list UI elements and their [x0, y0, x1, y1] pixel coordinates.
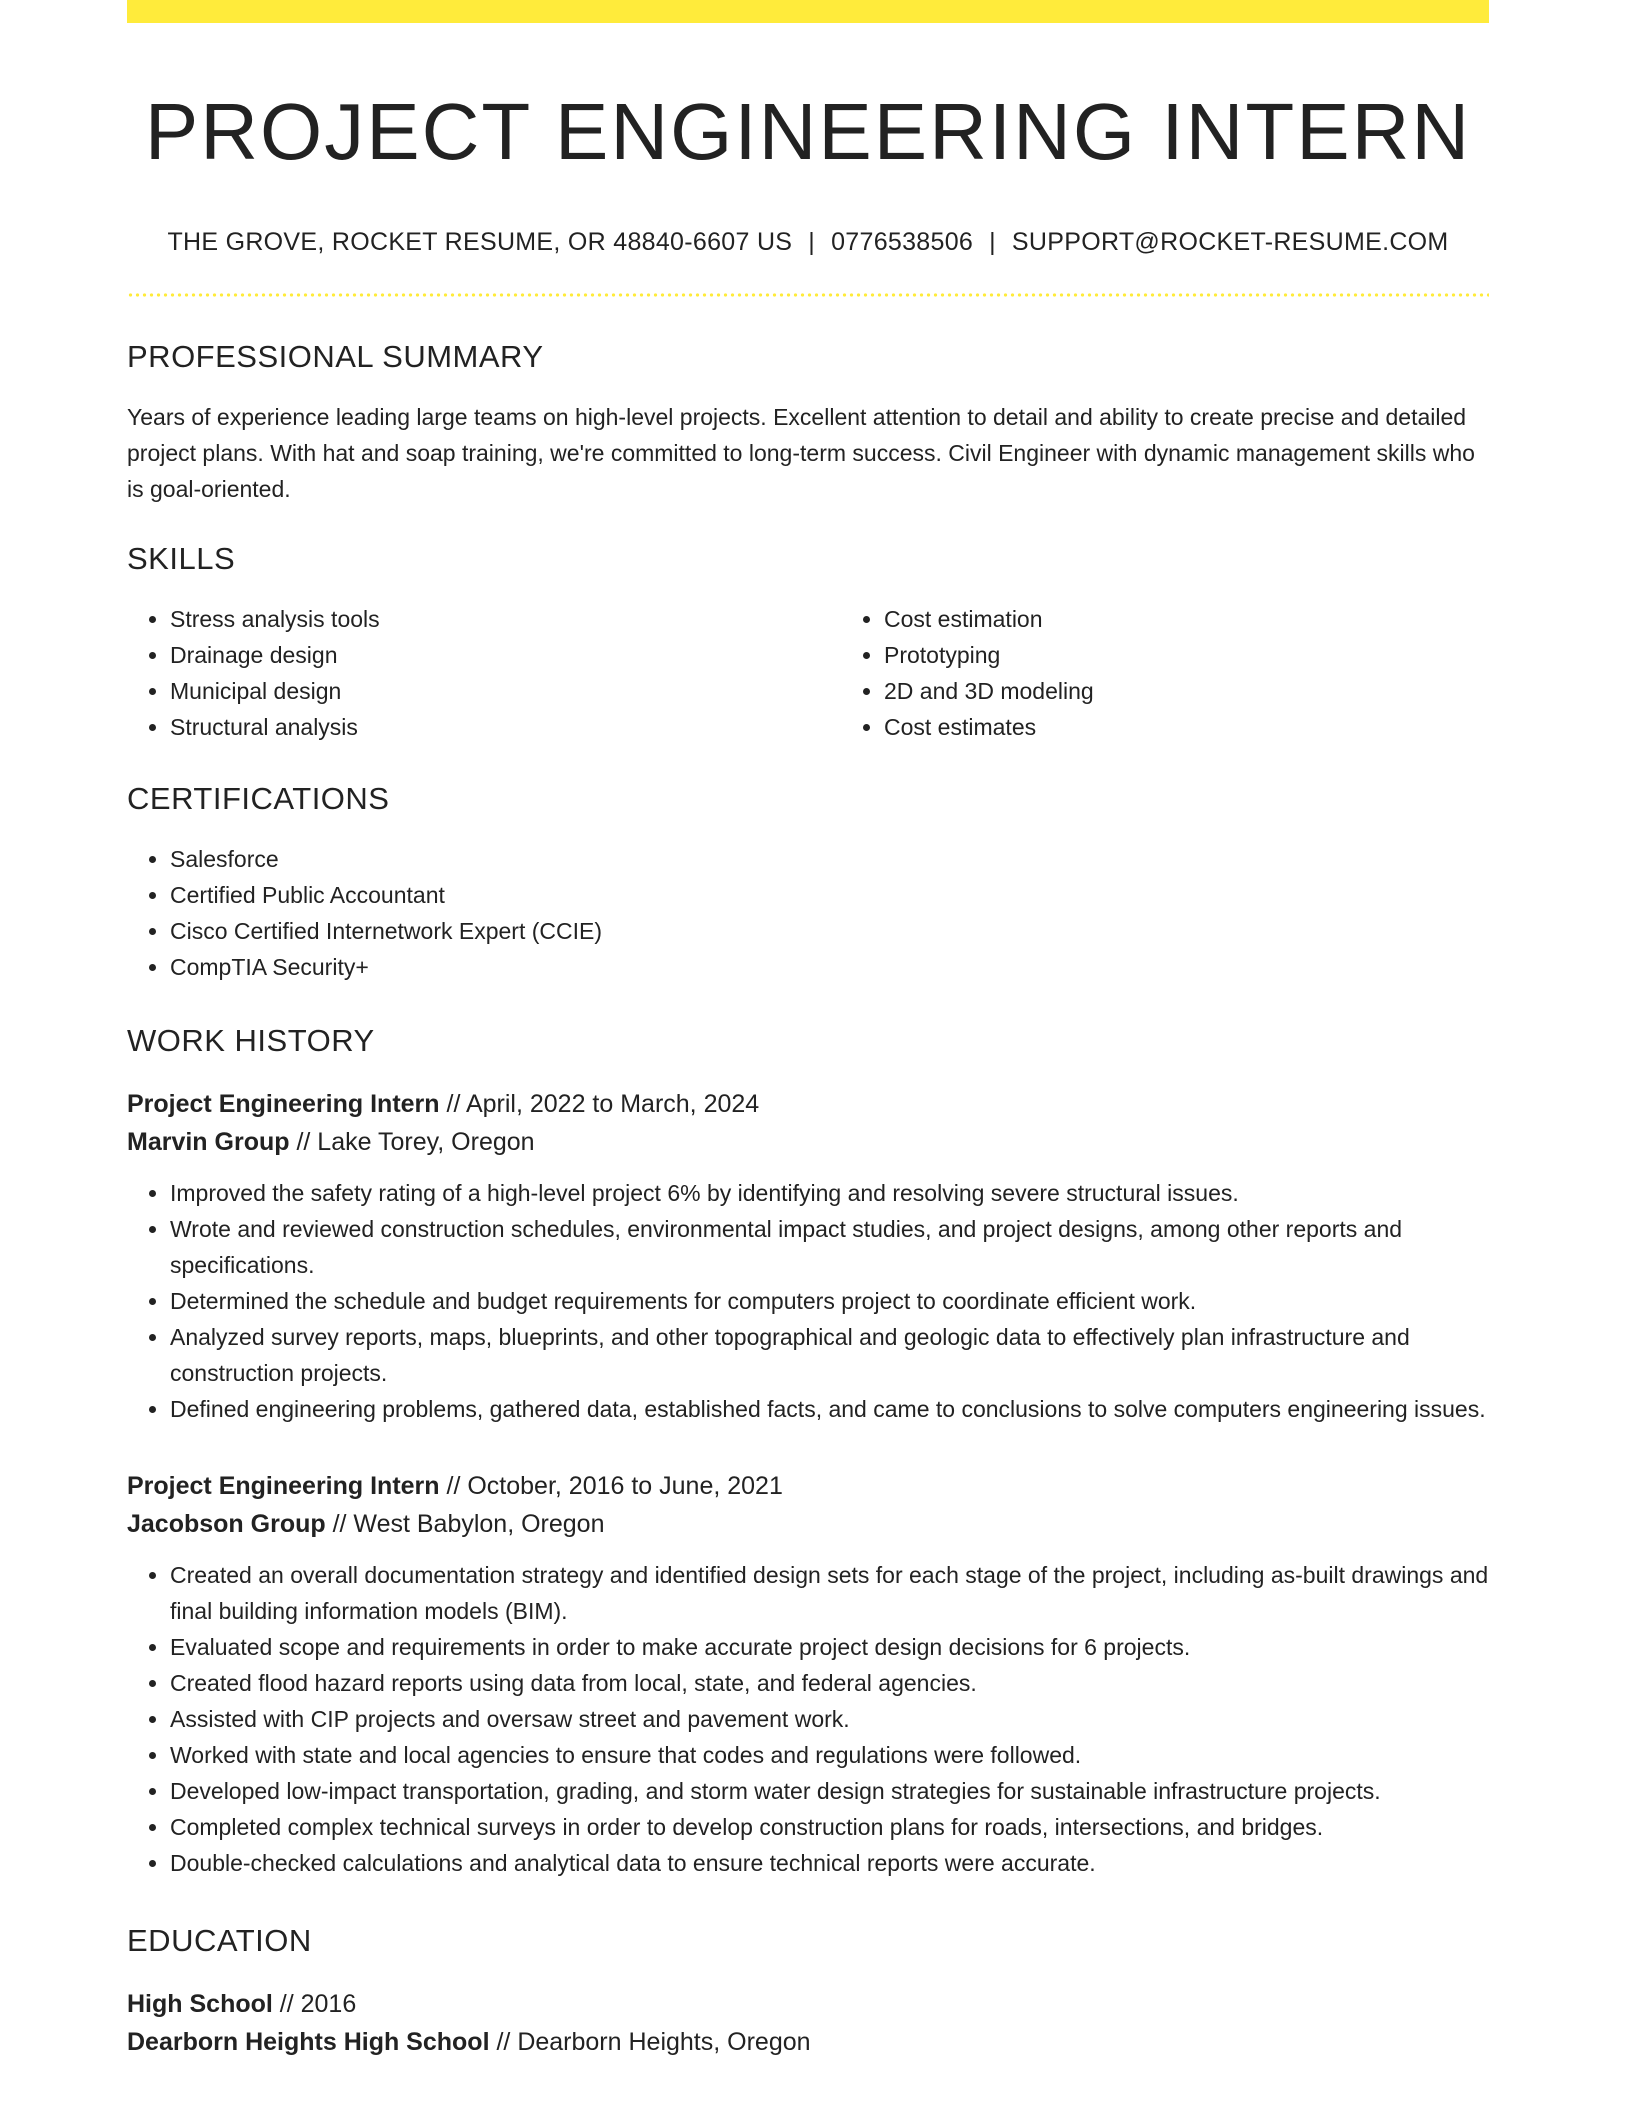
summary-text: Years of experience leading large teams on high-level projects. Excellent attention to detail and ability to create precise and detailed project plans. With hat and soap training, we're committed to long-term success. Civil Engineer with dynamic management skills who is goal-oriented.: [127, 404, 1475, 502]
job-bullets: [127, 1557, 1489, 1881]
job-dates: // October, 2016 to June, 2021: [439, 1472, 783, 1500]
education-school: Dearborn Heights High School: [127, 2028, 490, 2056]
resume-page: [127, 0, 1489, 2061]
job-bullet: • Evaluated scope and requirements in order to make accurate project design decisions for 6 projects.: [170, 1629, 1489, 1665]
education-entry: [127, 1985, 1489, 2061]
job-title: Project Engineering Intern: [127, 1472, 440, 1500]
job-bullet: • Completed complex technical surveys in order to develop construction plans for roads, intersections, and bridges.: [170, 1809, 1489, 1845]
certifications-list: [127, 841, 1489, 985]
skill-item: • Structural analysis: [170, 709, 841, 745]
job-entry: [127, 1467, 1489, 1881]
job-bullet: • Determined the schedule and budget requirements for computers project to coordinate efficient work.: [170, 1283, 1489, 1319]
job-entry: [127, 1085, 1489, 1427]
job-bullet: • Worked with state and local agencies to ensure that codes and regulations were followed.: [170, 1737, 1489, 1773]
contact-phone: 0776538506: [831, 228, 974, 256]
summary-heading: PROFESSIONAL SUMMARY: [127, 339, 544, 374]
education-year: // 2016: [272, 1990, 357, 2018]
skill-item: • Municipal design: [170, 673, 841, 709]
certification-item: • Certified Public Accountant: [170, 877, 1489, 913]
skill-item: • Stress analysis tools: [170, 601, 841, 637]
skill-item: • Cost estimates: [884, 709, 1489, 745]
job-company-line: [127, 1123, 1489, 1161]
skills-list-left: [127, 601, 841, 745]
education-location: // Dearborn Heights, Oregon: [489, 2028, 811, 2056]
job-bullets: [127, 1175, 1489, 1427]
skill-item: • Prototyping: [884, 637, 1489, 673]
job-title-line: [127, 1085, 1489, 1123]
job-company: Marvin Group: [127, 1128, 290, 1156]
job-bullet: • Defined engineering problems, gathered data, established facts, and came to conclusions to solve computers engineering issues.: [170, 1391, 1489, 1427]
skills-columns: [127, 601, 1489, 745]
job-bullet: • Wrote and reviewed construction schedules, environmental impact studies, and project designs, among other reports and specifications.: [170, 1211, 1489, 1283]
job-title-line: [127, 1467, 1489, 1505]
skill-item: • Drainage design: [170, 637, 841, 673]
skill-item: • Cost estimation: [884, 601, 1489, 637]
job-bullet: • Created flood hazard reports using data from local, state, and federal agencies.: [170, 1665, 1489, 1701]
work-history-heading: WORK HISTORY: [127, 1023, 375, 1058]
job-bullet: • Assisted with CIP projects and oversaw street and pavement work.: [170, 1701, 1489, 1737]
resume-title: PROJECT ENGINEERING INTERN: [144, 87, 1472, 176]
dotted-divider: [127, 293, 1489, 297]
education-heading: EDUCATION: [127, 1923, 312, 1958]
contact-address: THE GROVE, ROCKET RESUME, OR 48840-6607 US: [167, 228, 793, 256]
skills-heading: SKILLS: [127, 541, 236, 576]
contact-email[interactable]: SUPPORT@ROCKET-RESUME.COM: [1011, 228, 1449, 256]
skills-list-right: [841, 601, 1489, 745]
certification-item: • Salesforce: [170, 841, 1489, 877]
job-bullet: • Created an overall documentation strategy and identified design sets for each stage of the project, including as-built drawings and final building information models (BIM).: [170, 1557, 1489, 1629]
education-degree-line: [127, 1985, 1489, 2023]
job-bullet: • Analyzed survey reports, maps, blueprints, and other topographical and geologic data to effectively plan infrastructure and construction projects.: [170, 1319, 1489, 1391]
education-degree: High School: [127, 1990, 273, 2018]
education-school-line: [127, 2023, 1489, 2061]
accent-top-bar: [127, 0, 1489, 23]
contact-separator: |: [808, 228, 816, 256]
certifications-heading: CERTIFICATIONS: [127, 781, 390, 816]
contact-separator: |: [989, 228, 996, 256]
job-bullet: • Double-checked calculations and analytical data to ensure technical reports were accurate.: [170, 1845, 1489, 1881]
contact-line: [127, 228, 1489, 257]
job-bullet: • Improved the safety rating of a high-level project 6% by identifying and resolving severe structural issues.: [170, 1175, 1489, 1211]
skill-item: • 2D and 3D modeling: [884, 673, 1489, 709]
job-bullet: • Developed low-impact transportation, grading, and storm water design strategies for sustainable infrastructure projects.: [170, 1773, 1489, 1809]
job-company: Jacobson Group: [127, 1510, 326, 1538]
job-location: // Lake Torey, Oregon: [289, 1128, 535, 1156]
certification-item: • Cisco Certified Internetwork Expert (CCIE): [170, 913, 1489, 949]
job-dates: // April, 2022 to March, 2024: [439, 1090, 760, 1118]
job-title: Project Engineering Intern: [127, 1090, 440, 1118]
certification-item: • CompTIA Security+: [170, 949, 1489, 985]
job-location: // West Babylon, Oregon: [325, 1510, 605, 1538]
job-company-line: [127, 1505, 1489, 1543]
